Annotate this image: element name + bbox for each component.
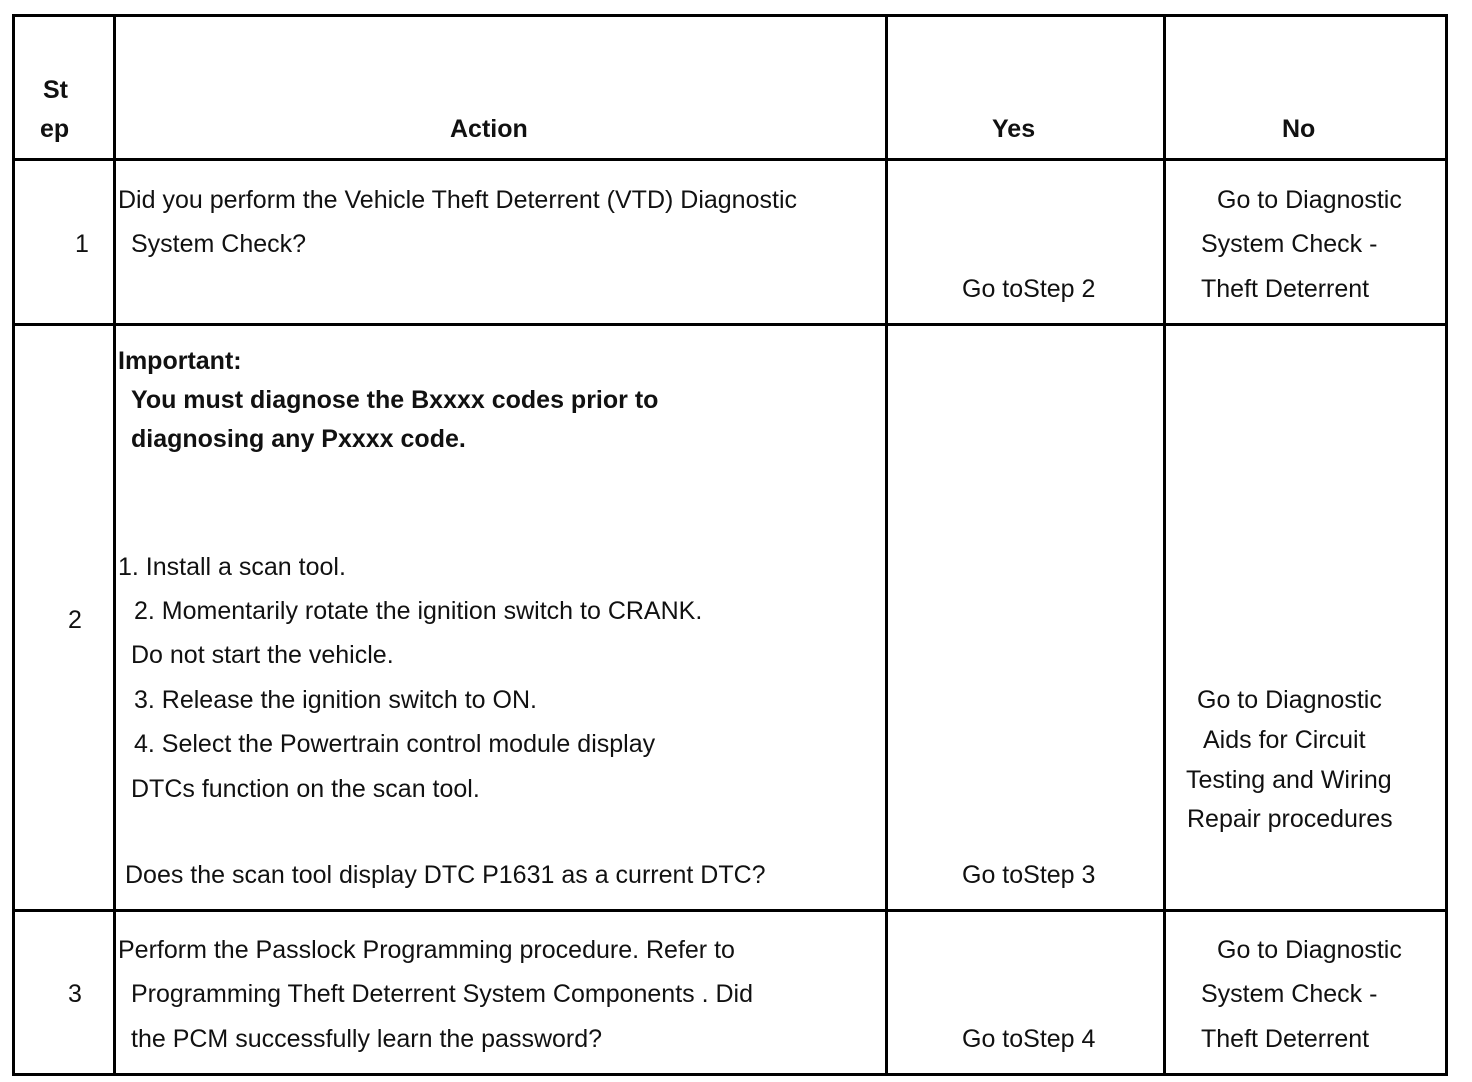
row2-important-line1: You must diagnose the Bxxxx codes prior to bbox=[131, 386, 659, 414]
row3-action-line3: the PCM successfully learn the password? bbox=[131, 1025, 603, 1053]
row1-no-line3[interactable]: Theft Deterrent bbox=[1201, 275, 1370, 303]
header-bottom-border bbox=[12, 158, 1448, 161]
table-top-border bbox=[12, 14, 1448, 17]
action-yes-divider bbox=[885, 14, 888, 1076]
step-action-divider bbox=[113, 14, 116, 1076]
row2-important-line2: diagnosing any Pxxxx code. bbox=[131, 425, 466, 453]
row2-action-line2: 2. Momentarily rotate the ignition switch to CRANK. bbox=[134, 597, 703, 625]
row3-action-line2: Programming Theft Deterrent System Components . Did bbox=[131, 980, 754, 1008]
row2-action-line3: Do not start the vehicle. bbox=[131, 641, 394, 669]
header-step-line1: St bbox=[43, 76, 68, 104]
table-right-border bbox=[1445, 14, 1448, 1076]
row2-action-line5: 4. Select the Powertrain control module display bbox=[134, 730, 656, 758]
header-action: Action bbox=[450, 115, 528, 143]
row2-no-line2[interactable]: Aids for Circuit bbox=[1203, 726, 1366, 754]
row2-bottom-border bbox=[12, 909, 1448, 912]
row2-action-line6: DTCs function on the scan tool. bbox=[131, 775, 480, 803]
row1-no-line1[interactable]: Go to Diagnostic bbox=[1217, 186, 1402, 214]
header-no: No bbox=[1282, 115, 1316, 143]
row2-no-line3[interactable]: Testing and Wiring bbox=[1186, 766, 1392, 794]
row3-no-line3[interactable]: Theft Deterrent bbox=[1201, 1025, 1370, 1053]
row2-question: Does the scan tool display DTC P1631 as a current DTC? bbox=[125, 861, 766, 889]
row2-no-line1[interactable]: Go to Diagnostic bbox=[1197, 686, 1382, 714]
row1-no-line2[interactable]: System Check - bbox=[1201, 230, 1378, 258]
row1-action-line1: Did you perform the Vehicle Theft Deterrent (VTD) Diagnostic bbox=[118, 186, 797, 214]
row2-important-label: Important: bbox=[118, 347, 242, 375]
row3-action-line1: Perform the Passlock Programming procedure. Refer to bbox=[118, 936, 735, 964]
row3-step: 3 bbox=[68, 980, 82, 1008]
header-yes: Yes bbox=[992, 115, 1036, 143]
table-left-border bbox=[12, 14, 15, 1076]
row2-no-line4[interactable]: Repair procedures bbox=[1187, 805, 1393, 833]
row2-step: 2 bbox=[68, 606, 82, 634]
row2-yes-link[interactable]: Go toStep 3 bbox=[962, 861, 1096, 889]
header-step-line2: ep bbox=[40, 115, 70, 143]
row3-no-line2[interactable]: System Check - bbox=[1201, 980, 1378, 1008]
row1-bottom-border bbox=[12, 323, 1448, 326]
row2-action-line4: 3. Release the ignition switch to ON. bbox=[134, 686, 537, 714]
row3-no-line1[interactable]: Go to Diagnostic bbox=[1217, 936, 1402, 964]
row1-yes-link[interactable]: Go toStep 2 bbox=[962, 275, 1096, 303]
row1-action-line2: System Check? bbox=[131, 230, 307, 258]
table-bottom-border bbox=[12, 1073, 1448, 1076]
yes-no-divider bbox=[1163, 14, 1166, 1076]
row3-yes-link[interactable]: Go toStep 4 bbox=[962, 1025, 1096, 1053]
row2-action-line1: 1. Install a scan tool. bbox=[118, 553, 346, 581]
row1-step: 1 bbox=[75, 230, 89, 258]
